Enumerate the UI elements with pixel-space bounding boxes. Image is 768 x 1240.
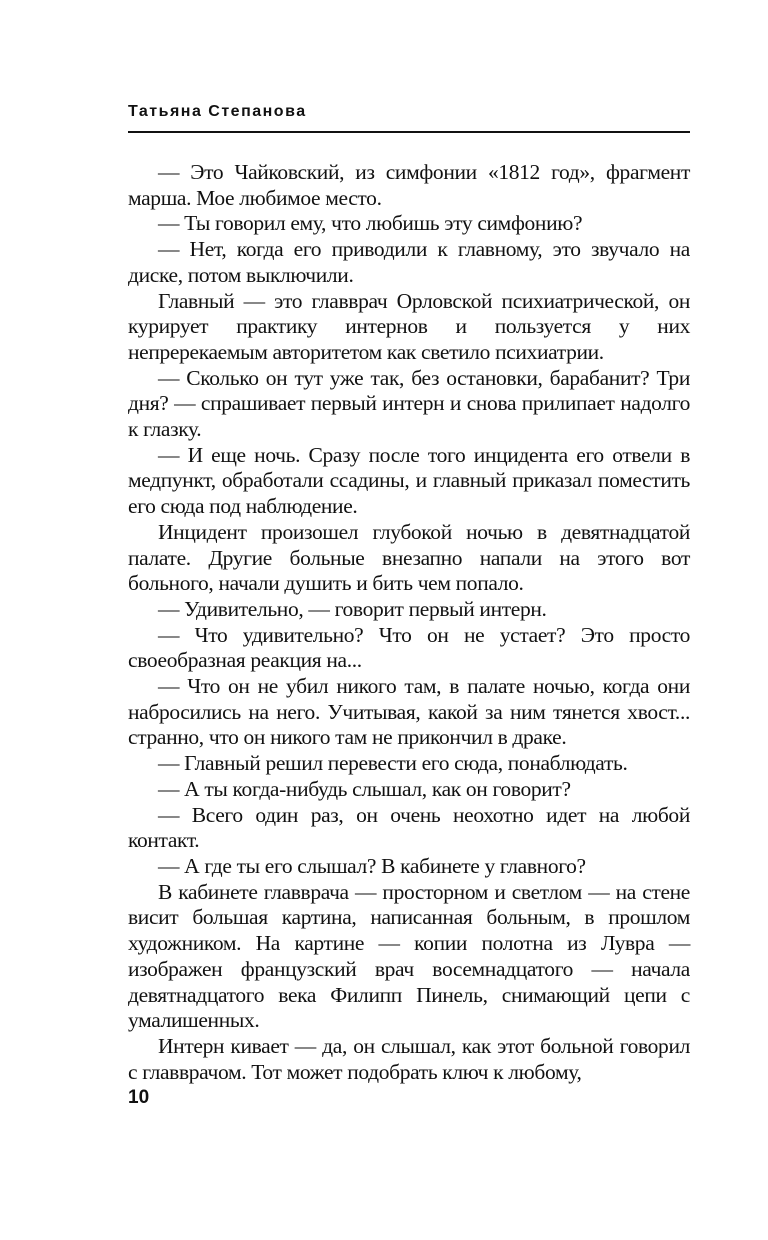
body-text [128, 160, 690, 1085]
paragraph: — И еще ночь. Сразу после того инцидента его отвели в медпункт, обработали ссадины, и главный приказал поместить его сюда под наблюдение. [128, 442, 690, 519]
paragraph: — Что он не убил никого там, в палате ночью, когда они набросились на него. Учитывая, какой за ним тянется хвост... странно, что он никого там не прикончил в драке. [128, 674, 690, 750]
paragraph: — Удивительно, — говорит первый интерн. [158, 596, 547, 621]
paragraph: — Главный решил перевести его сюда, понаблюдать. [158, 751, 628, 776]
paragraph: — А ты когда-нибудь слышал, как он говорит? [158, 776, 571, 801]
paragraph: — Сколько он тут уже так, без остановки, барабанит? Три дня? — спрашивает первый интерн и снова прилипает надолго к глазку. [128, 365, 690, 442]
paragraph: В кабинете главврача — просторном и светлом — на стене висит большая картина, написанная больным, в прошлом художником. На картине — копии полотна из Лувра — изображен французский врач восемнадцатого — начала девятнадцатого века Филипп Пинель, снимающий цепи с умалишенных. [128, 879, 690, 1033]
running-head-author: Татьяна Степанова [128, 103, 307, 120]
paragraph: Главный — это главврач Орловской психиатрической, он курирует практику интернов и пользуется у них непререкаемым авторитетом как светило психиатрии. [128, 288, 690, 364]
paragraph: — Всего один раз, он очень неохотно идет на любой контакт. [128, 802, 690, 853]
paragraph: — Это Чайковский, из симфонии «1812 год», фрагмент марша. Мое любимое место. [128, 160, 690, 210]
paragraph: — Что удивительно? Что он не устает? Это просто своеобразная реакция на... [128, 622, 690, 673]
paragraph: — Нет, когда его приводили к главному, это звучало на диске, потом выключили. [128, 237, 690, 287]
header-rule [128, 131, 690, 133]
paragraph: — А где ты его слышал? В кабинете у главного? [158, 853, 586, 878]
page-number: 10 [128, 1087, 150, 1108]
paragraph: Интерн кивает — да, он слышал, как этот больной говорил с главврачом. Тот может подобрать ключ к любому, [128, 1033, 690, 1084]
paragraph: Инцидент произошел глубокой ночью в девятнадцатой палате. Другие больные внезапно напали на этого вот больного, начали душить и бить чем попало. [128, 519, 690, 596]
paragraph: — Ты говорил ему, что любишь эту симфонию? [158, 211, 583, 236]
